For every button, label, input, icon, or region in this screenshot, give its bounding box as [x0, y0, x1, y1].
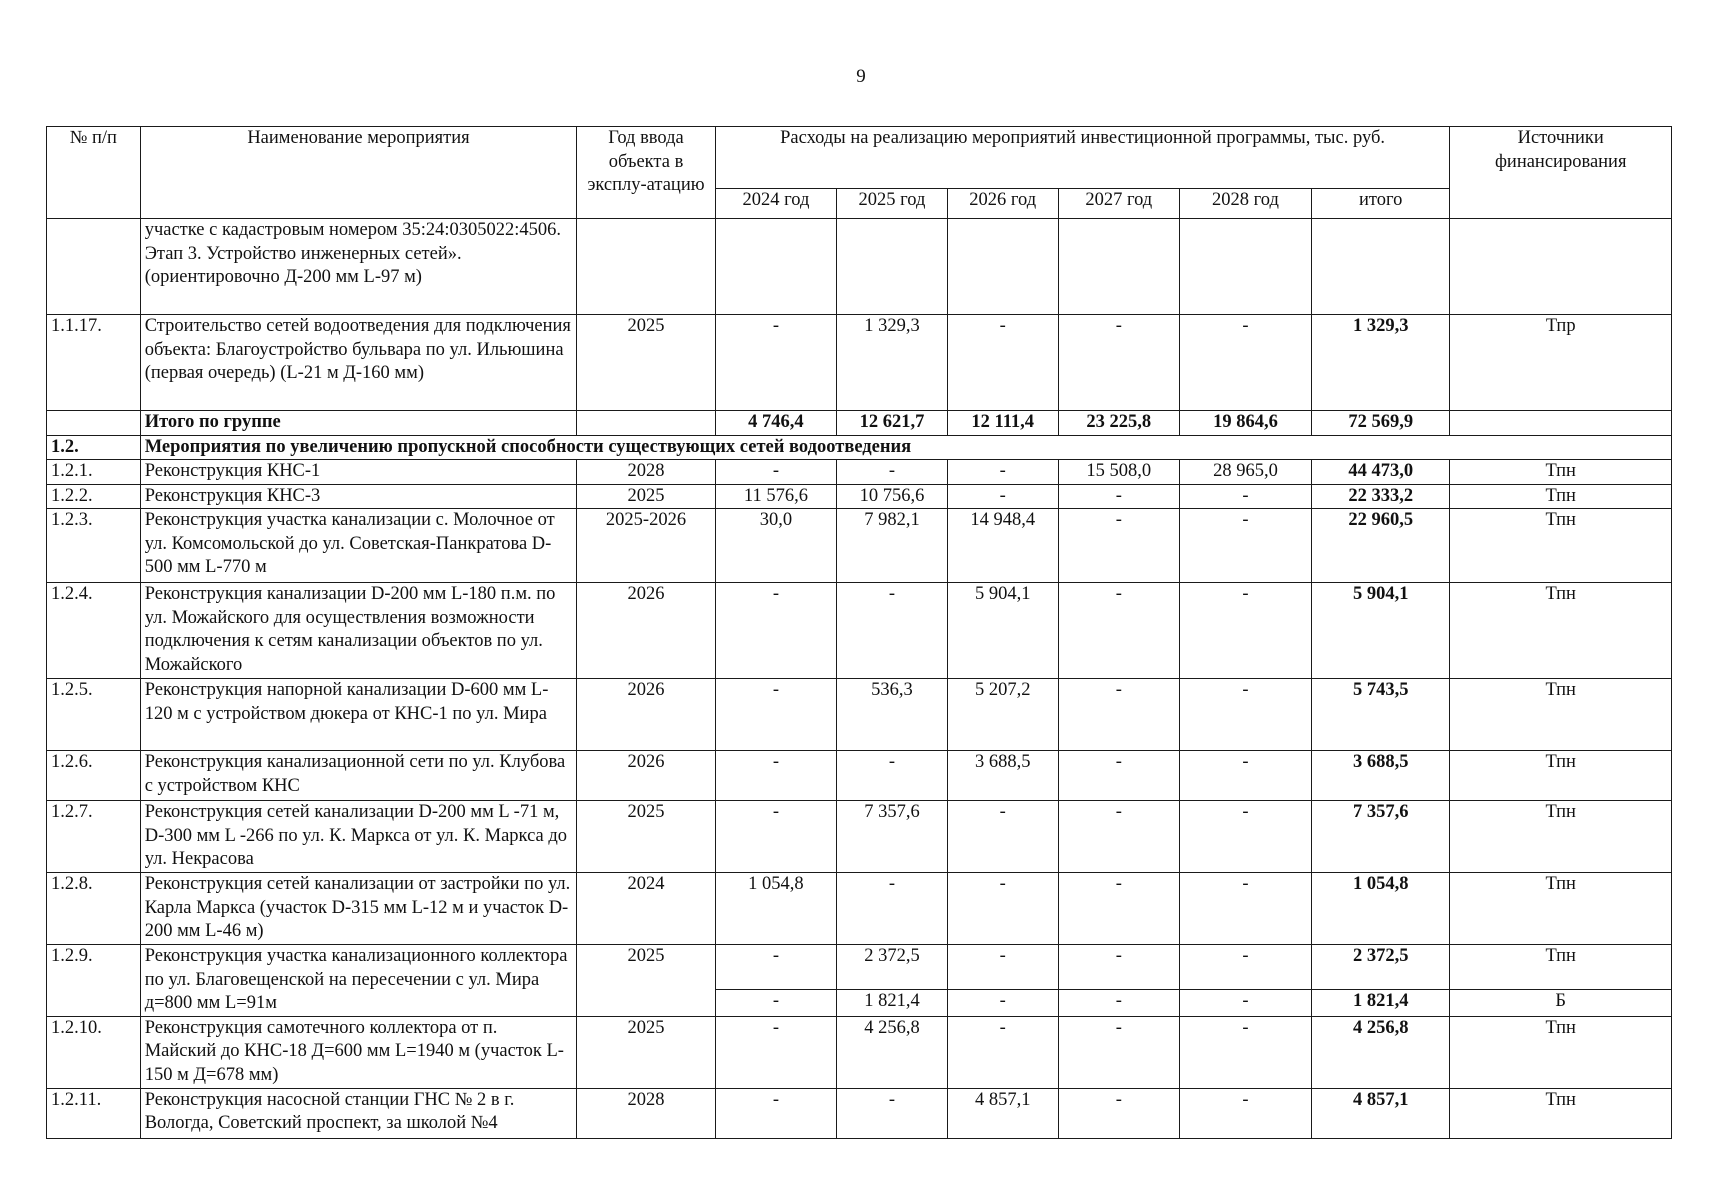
cell-2026: - — [947, 484, 1058, 509]
cell-source: Тпн — [1450, 1016, 1672, 1088]
cell-total: 22 960,5 — [1312, 509, 1450, 583]
cell-year: 2026 — [577, 583, 715, 679]
cell-num: 1.2.10. — [47, 1016, 141, 1088]
cell-2025: - — [837, 751, 948, 801]
table-row — [47, 509, 1672, 583]
cell-2027: - — [1058, 751, 1179, 801]
cell-2027: - — [1058, 873, 1179, 945]
cell-source: Тпн — [1450, 751, 1672, 801]
cell-2028: - — [1179, 509, 1311, 583]
table-row — [47, 679, 1672, 751]
cell-year: 2025 — [577, 945, 715, 1017]
cell-source: Тпр — [1450, 315, 1672, 411]
cell-name: Строительство сетей водоотведения для подключения объекта: Благоустройство бульвара по ул. Ильюшина (первая очередь) (L-21 м Д-160 мм) — [140, 315, 577, 411]
cell-year: 2025-2026 — [577, 509, 715, 583]
cell-2028: - — [1179, 1088, 1311, 1138]
header-2025: 2025 год — [837, 189, 948, 219]
cell-2027: - — [1058, 801, 1179, 873]
cell-year: 2024 — [577, 873, 715, 945]
cell-source: Тпн — [1450, 484, 1672, 509]
cell-total: 5 904,1 — [1312, 583, 1450, 679]
cell-2026: - — [947, 1016, 1058, 1088]
cell-2024: 11 576,6 — [715, 484, 836, 509]
table-row — [47, 315, 1672, 411]
cell-2024: - — [715, 315, 836, 411]
cell-name: Реконструкция КНС-3 — [140, 484, 577, 509]
cell-num: 1.2.4. — [47, 583, 141, 679]
cell-2027: 23 225,8 — [1058, 411, 1179, 436]
cell-2027: - — [1058, 583, 1179, 679]
cell-name: Реконструкция канализационной сети по ул. Клубова с устройством КНС — [140, 751, 577, 801]
cell-2027: - — [1058, 315, 1179, 411]
cell-2025: 12 621,7 — [837, 411, 948, 436]
cell-2025: - — [837, 1088, 948, 1138]
cell-source: Тпн — [1450, 1088, 1672, 1138]
cell-2027: - — [1058, 679, 1179, 751]
cell-2025: - — [837, 583, 948, 679]
cell-name: Реконструкция канализации D-200 мм L-180 п.м. по ул. Можайского для осуществления возможности подключения к сетям канализации объектов по ул. Можайского — [140, 583, 577, 679]
cell-year: 2025 — [577, 315, 715, 411]
cell-2024: - — [715, 1016, 836, 1088]
header-2024: 2024 год — [715, 189, 836, 219]
table-row — [47, 873, 1672, 945]
cell-name: Реконструкция участка канализационного коллектора по ул. Благовещенской на пересечении с ул. Мира д=800 мм L=91м — [140, 945, 577, 1017]
cell-2028: - — [1179, 751, 1311, 801]
cell-num: 1.2.11. — [47, 1088, 141, 1138]
cell-2024: 30,0 — [715, 509, 836, 583]
cell-total: 1 821,4 — [1312, 989, 1450, 1016]
cell-num: 1.2.2. — [47, 484, 141, 509]
cell-name: Реконструкция участка канализации с. Молочное от ул. Комсомольской до ул. Советская-Панкратова D-500 мм L-770 м — [140, 509, 577, 583]
cell-num: 1.2.8. — [47, 873, 141, 945]
cell-total: 2 372,5 — [1312, 945, 1450, 990]
cell-year: 2026 — [577, 679, 715, 751]
cell-2027: 15 508,0 — [1058, 460, 1179, 485]
cell-2026: 12 111,4 — [947, 411, 1058, 436]
cell-2028: - — [1179, 315, 1311, 411]
header-num: № п/п — [47, 127, 141, 219]
cell-2024: - — [715, 460, 836, 485]
cell-name: Итого по группе — [140, 411, 577, 436]
cell-num: 1.2.7. — [47, 801, 141, 873]
table-row — [47, 1088, 1672, 1138]
header-year: Год ввода объекта в эксплу-атацию — [577, 127, 715, 219]
cell-total: 4 857,1 — [1312, 1088, 1450, 1138]
cell-2026: - — [947, 315, 1058, 411]
cell-name: Реконструкция сетей канализации от застройки по ул. Карла Маркса (участок D-315 мм L-12 м и участок D-200 мм L-46 м) — [140, 873, 577, 945]
cell-2028: 28 965,0 — [1179, 460, 1311, 485]
table-row — [47, 751, 1672, 801]
cell-2024: - — [715, 679, 836, 751]
cell-2024: - — [715, 801, 836, 873]
header-2028: 2028 год — [1179, 189, 1311, 219]
cell-2027: - — [1058, 989, 1179, 1016]
cell-name: участке с кадастровым номером 35:24:0305022:4506. Этап 3. Устройство инженерных сетей». (ориентировочно Д-200 мм L-97 м) — [140, 219, 577, 315]
investment-program-table — [46, 126, 1672, 1139]
cell-year: 2025 — [577, 1016, 715, 1088]
cell-2026: - — [947, 989, 1058, 1016]
cell-2025: - — [837, 460, 948, 485]
header-total: итого — [1312, 189, 1450, 219]
cell-2024: - — [715, 989, 836, 1016]
table-row — [47, 583, 1672, 679]
cell-2024: - — [715, 583, 836, 679]
cell-2025: 1 821,4 — [837, 989, 948, 1016]
section-title: Мероприятия по увеличению пропускной способности существующих сетей водоотведения — [140, 435, 1671, 460]
cell-source: Тпн — [1450, 801, 1672, 873]
cell-2024: 4 746,4 — [715, 411, 836, 436]
cell-2028: 19 864,6 — [1179, 411, 1311, 436]
cell-2026: 4 857,1 — [947, 1088, 1058, 1138]
cell-2027: - — [1058, 509, 1179, 583]
cell-num: 1.2. — [47, 435, 141, 460]
table-row — [47, 460, 1672, 485]
cell-2025: 7 357,6 — [837, 801, 948, 873]
cell-2027: - — [1058, 1088, 1179, 1138]
section-row — [47, 435, 1672, 460]
cell-total: 7 357,6 — [1312, 801, 1450, 873]
cell-year: 2026 — [577, 751, 715, 801]
table-row — [47, 801, 1672, 873]
cell-2028: - — [1179, 801, 1311, 873]
table-row — [47, 219, 1672, 315]
cell-2028: - — [1179, 679, 1311, 751]
cell-num: 1.2.9. — [47, 945, 141, 1017]
cell-2028: - — [1179, 484, 1311, 509]
cell-total: 1 054,8 — [1312, 873, 1450, 945]
cell-2026: 3 688,5 — [947, 751, 1058, 801]
cell-year: 2025 — [577, 484, 715, 509]
cell-2028: - — [1179, 583, 1311, 679]
cell-2024: - — [715, 751, 836, 801]
cell-source: Б — [1450, 989, 1672, 1016]
cell-2026: - — [947, 460, 1058, 485]
cell-num: 1.2.5. — [47, 679, 141, 751]
page-number: 9 — [856, 66, 866, 87]
cell-2024: - — [715, 1088, 836, 1138]
cell-total: 72 569,9 — [1312, 411, 1450, 436]
header-2027: 2027 год — [1058, 189, 1179, 219]
cell-2025: 2 372,5 — [837, 945, 948, 990]
cell-2025: 7 982,1 — [837, 509, 948, 583]
cell-source: Тпн — [1450, 583, 1672, 679]
header-sources: Источники финансирования — [1450, 127, 1672, 219]
cell-source: Тпн — [1450, 873, 1672, 945]
cell-total: 4 256,8 — [1312, 1016, 1450, 1088]
header-2026: 2026 год — [947, 189, 1058, 219]
cell-2026: - — [947, 801, 1058, 873]
cell-2027: - — [1058, 484, 1179, 509]
cell-year: 2025 — [577, 801, 715, 873]
table-row — [47, 484, 1672, 509]
cell-2027: - — [1058, 1016, 1179, 1088]
cell-year: 2028 — [577, 1088, 715, 1138]
cell-name: Реконструкция КНС-1 — [140, 460, 577, 485]
header-name: Наименование мероприятия — [140, 127, 577, 219]
cell-num: 1.2.1. — [47, 460, 141, 485]
cell-2024: 1 054,8 — [715, 873, 836, 945]
cell-2025: 536,3 — [837, 679, 948, 751]
cell-name: Реконструкция напорной канализации D-600 мм L-120 м с устройством дюкера от КНС-1 по ул. Мира — [140, 679, 577, 751]
cell-2028: - — [1179, 873, 1311, 945]
group-total-row — [47, 411, 1672, 436]
cell-2026: 5 904,1 — [947, 583, 1058, 679]
cell-source: Тпн — [1450, 945, 1672, 990]
cell-2026: - — [947, 873, 1058, 945]
cell-2025: 10 756,6 — [837, 484, 948, 509]
cell-total: 44 473,0 — [1312, 460, 1450, 485]
cell-total: 3 688,5 — [1312, 751, 1450, 801]
table-row — [47, 1016, 1672, 1088]
cell-source: Тпн — [1450, 679, 1672, 751]
cell-2028: - — [1179, 945, 1311, 990]
cell-year: 2028 — [577, 460, 715, 485]
cell-2027: - — [1058, 945, 1179, 990]
cell-num: 1.1.17. — [47, 315, 141, 411]
table-row — [47, 945, 1672, 990]
cell-source: Тпн — [1450, 509, 1672, 583]
cell-2026: 5 207,2 — [947, 679, 1058, 751]
header-expenses: Расходы на реализацию мероприятий инвестиционной программы, тыс. руб. — [715, 127, 1450, 189]
cell-name: Реконструкция сетей канализации D-200 мм L -71 м, D-300 мм L -266 по ул. К. Маркса от ул. К. Маркса до ул. Некрасова — [140, 801, 577, 873]
cell-num: 1.2.6. — [47, 751, 141, 801]
cell-num — [47, 219, 141, 315]
cell-num: 1.2.3. — [47, 509, 141, 583]
cell-source: Тпн — [1450, 460, 1672, 485]
cell-2026: 14 948,4 — [947, 509, 1058, 583]
cell-total: 22 333,2 — [1312, 484, 1450, 509]
cell-name: Реконструкция самотечного коллектора от п. Майский до КНС-18 Д=600 мм L=1940 м (участок L-150 м Д=678 мм) — [140, 1016, 577, 1088]
cell-2024: - — [715, 945, 836, 990]
cell-2025: - — [837, 873, 948, 945]
cell-2025: 1 329,3 — [837, 315, 948, 411]
cell-2028: - — [1179, 989, 1311, 1016]
cell-2025: 4 256,8 — [837, 1016, 948, 1088]
cell-name: Реконструкция насосной станции ГНС № 2 в г. Вологда, Советский проспект, за школой №4 — [140, 1088, 577, 1138]
cell-total: 1 329,3 — [1312, 315, 1450, 411]
cell-2028: - — [1179, 1016, 1311, 1088]
cell-total: 5 743,5 — [1312, 679, 1450, 751]
cell-2026: - — [947, 945, 1058, 990]
